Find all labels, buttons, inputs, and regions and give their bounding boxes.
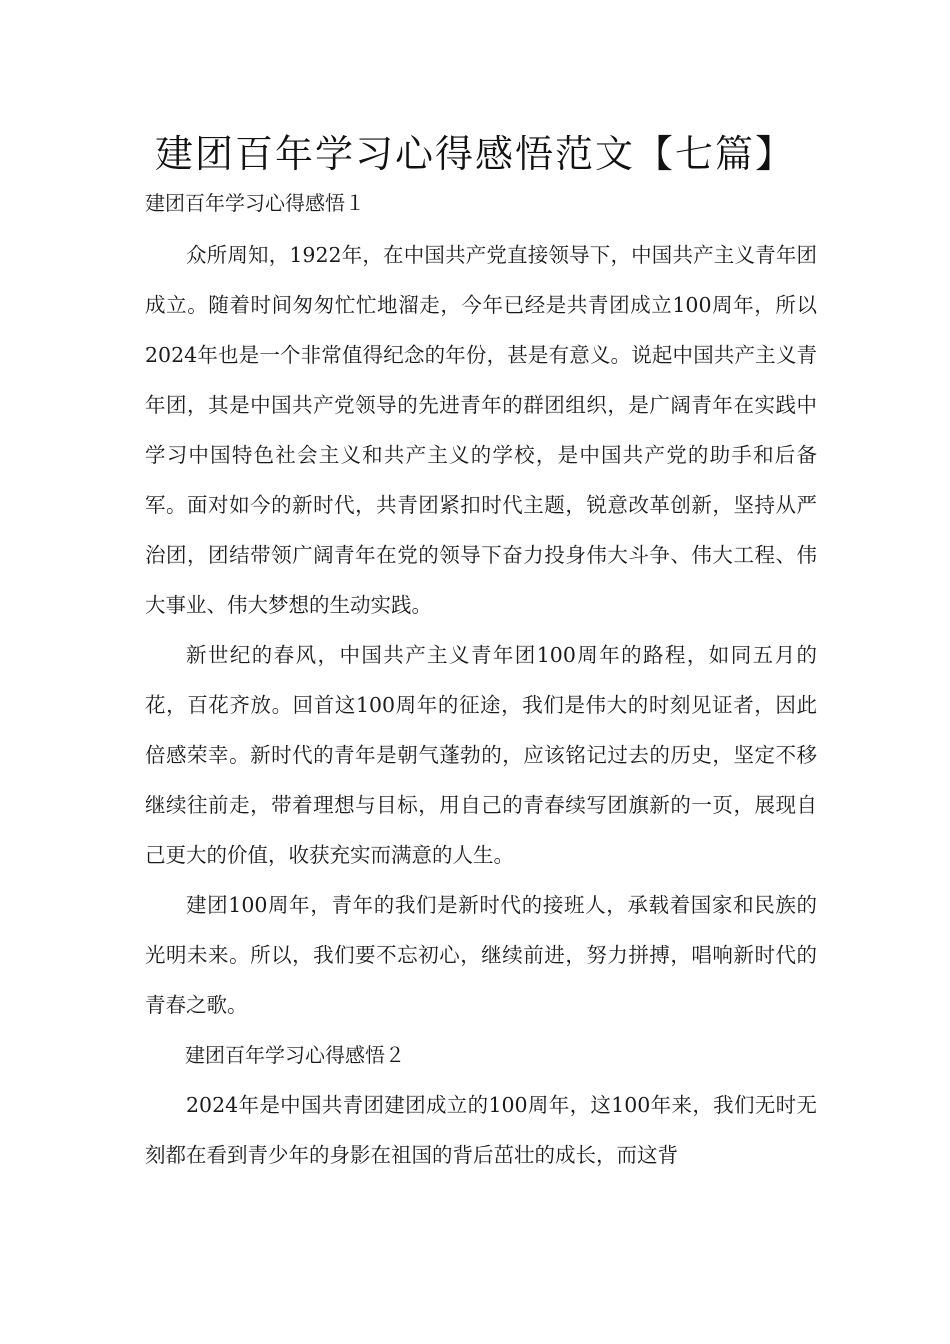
section-1-paragraph-2: 新世纪的春风，中国共产主义青年团100周年的路程，如同五月的花，百花齐放。回首这100周年的征途，我们是伟大的时刻见证者，因此倍感荣幸。新时代的青年是朝气蓬勃的，应该铭记过去的历史，坚定不移继续往前走，带着理想与目标，用自己的青春续写团旗新的一页，展现自己更大的价值，收获充实而满意的人生。: [145, 643, 817, 867]
section-2-heading: 建团百年学习心得感悟２: [185, 1043, 405, 1067]
section-1-paragraph-3: 建团100周年，青年的我们是新时代的接班人，承载着国家和民族的光明未来。所以，我们要不忘初心，继续前进，努力拼搏，唱响新时代的青春之歌。: [145, 893, 817, 1017]
document-title: 建团百年学习心得感悟范文【七篇】: [154, 132, 795, 176]
document-body: [145, 230, 817, 1180]
section-2-paragraph-1: 2024年是中国共青团建团成立的100周年，这100年来，我们无时无刻都在看到青少年的身影在祖国的背后茁壮的成长，而这背: [145, 1093, 817, 1167]
section-1-paragraph-1: 众所周知，1922年，在中国共产党直接领导下，中国共产主义青年团成立。随着时间匆匆忙忙地溜走，今年已经是共青团成立100周年，所以2024年也是一个非常值得纪念的年份，甚是有意义。说起中国共产主义青年团，其是中国共产党领导的先进青年的群团组织，是广阔青年在实践中学习中国特色社会主义和共产主义的学校，是中国共产党的助手和后备军。面对如今的新时代，共青团紧扣时代主题，锐意改革创新，坚持从严治团，团结带领广阔青年在党的领导下奋力投身伟大斗争、伟大工程、伟大事业、伟大梦想的生动实践。: [145, 243, 817, 617]
section-1-heading: 建团百年学习心得感悟１: [145, 191, 365, 215]
